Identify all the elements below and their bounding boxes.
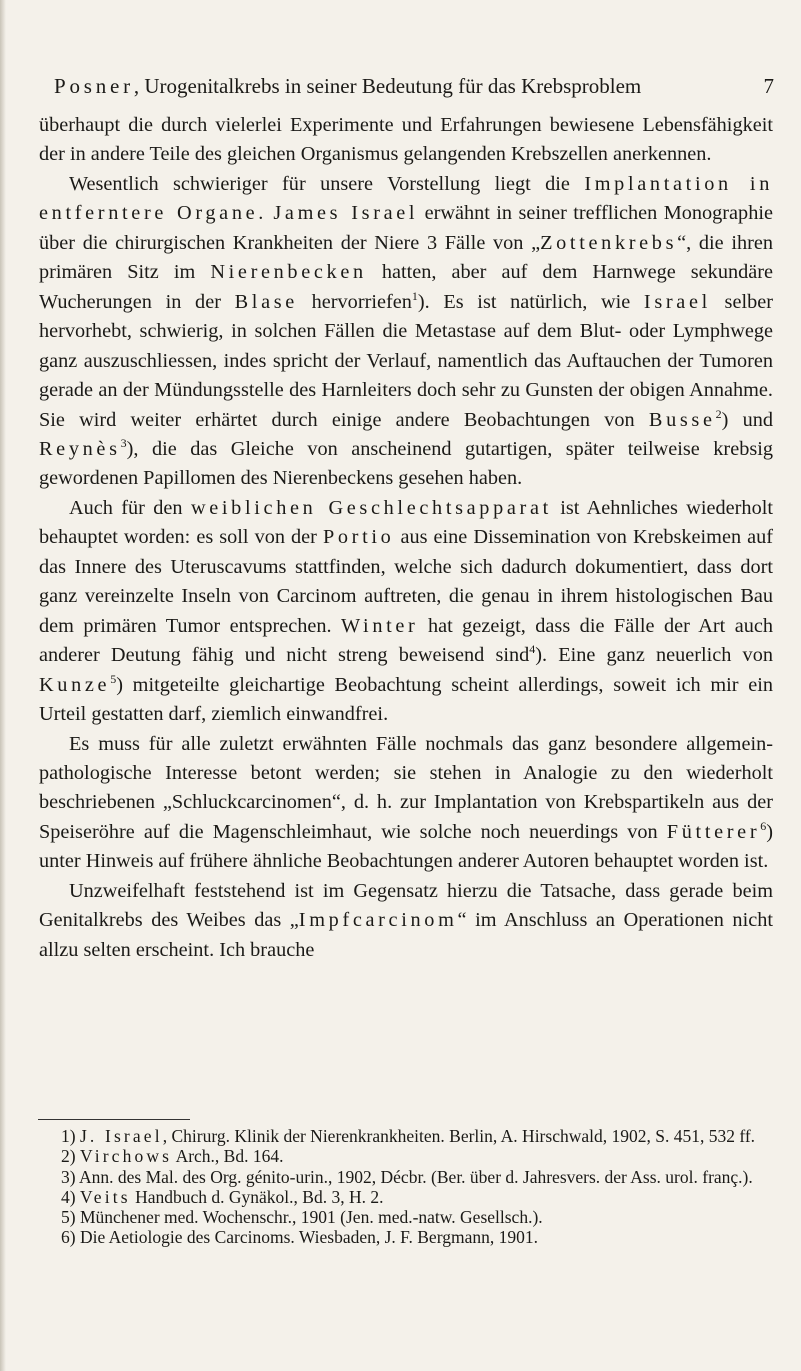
text-run: selber hervorhebt, schwierig, in solchen Fällen die Metastase auf dem Blut- oder Lymphwege ganz auszuschliessen, indes spricht der Verlauf, namentlich das Auftauchen der Tumoren gerade an der Mündungsstelle des Harnleiters doch sehr zu Gunsten der obigen Annahme. Sie wird weiter erhärtet durch einige andere Beobachtungen von: [39, 290, 773, 431]
footnote-5: [39, 1207, 773, 1227]
main-text: [39, 111, 773, 965]
footnote-text: Münchener med. Wochenschr., 1901 (Jen. med.-natw. Gesellsch.).: [79, 1207, 543, 1228]
text-run: hat gezeigt, dass die Fälle der Art auch anderer Deutung fähig und nicht streng beweisend sind: [39, 614, 773, 667]
text-run: aus eine Dissemination von Krebskeimen auf das Innere des Uteruscavums stattfinden, welche sich dadurch dokumentiert, dass dort ganz vereinzelte Inseln von Carcinom auftreten, die genau in ihrem histologischen Bau dem primären Tumor entsprechen.: [39, 526, 774, 637]
text-run: Wesentlich schwieriger für unsere Vorstellung liegt die: [69, 172, 585, 195]
text-run: “ im Anschluss an Operationen nicht allzu selten erscheint. Ich brauche: [39, 909, 773, 961]
emphasis-text: Zottenkrebs: [540, 231, 678, 254]
footnote-number: 5): [61, 1207, 80, 1228]
author-name: Israel: [643, 290, 711, 313]
text-run: ). Es ist natürlich, wie: [417, 290, 644, 313]
header-author: Posner: [54, 74, 134, 98]
text-run: Es muss für alle zuletzt erwähnten Fälle nochmals das ganz besondere allgemein-pathologische Interesse betont werden; sie stehen in Analogie zu den wiederholt beschriebenen „Schluckcarcinomen“, d. h. zur Implantation von Krebspartikeln aus der Speiseröhre auf die Magenschleimhaut, wie solche noch neuerdings von: [39, 732, 773, 843]
text-run: ) und: [721, 408, 774, 431]
header-title: [54, 74, 641, 99]
header-title-text: , Urogenitalkrebs in seiner Bedeutung für das Krebsproblem: [133, 74, 642, 98]
footnote-text: Handbuch d. Gynäkol., Bd. 3, H. 2.: [130, 1186, 384, 1207]
footnote-number: 4): [61, 1186, 80, 1207]
author-name: Reynès: [39, 437, 121, 460]
paragraph-5: [39, 877, 773, 965]
text-run: ist Aehnliches wiederholt behauptet worden: es soll von der: [39, 496, 773, 549]
footnote-author: Veits: [79, 1186, 131, 1207]
emphasis-text: Impfcarcinom: [298, 909, 458, 932]
text-run: “, die ihren primären Sitz im: [39, 231, 773, 284]
text-run: Auch für den: [69, 496, 191, 519]
footnote-text: , Chirurg. Klinik der Nierenkrankheiten. Berlin, A. Hirschwald, 1902, S. 451, 532 ff.: [162, 1126, 756, 1146]
author-name: Fütterer: [666, 820, 761, 843]
footnote-text: Arch., Bd. 164.: [172, 1146, 284, 1167]
footnote-number: 6): [61, 1227, 80, 1248]
footnote-6: [39, 1227, 773, 1247]
footnote-ref: 3: [120, 436, 127, 451]
footnote-ref: 1: [411, 288, 418, 303]
footnote-ref: 4: [529, 642, 536, 657]
paragraph-2: [39, 170, 773, 494]
footnote-number: 2): [61, 1146, 80, 1167]
author-name: Kunze: [39, 673, 111, 696]
footnote-number: 3): [61, 1166, 79, 1187]
footnote-3: [39, 1167, 773, 1187]
footnote-number: 1): [61, 1126, 80, 1146]
emphasis-text: weiblichen Geschlechtsapparat: [190, 496, 552, 519]
text-run: hervorriefen: [297, 290, 412, 313]
footnote-separator: [38, 1119, 190, 1120]
footnote-text: Die Aetiologie des Carcinoms. Wiesbaden, J. F. Bergmann, 1901.: [79, 1227, 538, 1248]
footnote-text: Ann. des Mal. des Org. génito-urin., 1902, Décbr. (Ber. über d. Jahresvers. der Ass. urol. franç.).: [79, 1166, 753, 1187]
footnote-ref: 2: [715, 406, 722, 421]
footnote-4: [39, 1187, 773, 1207]
emphasis-text: Implantation in entferntere Organe.: [39, 172, 773, 225]
text-run: hatten, aber auf dem Harnwege sekundäre Wucherungen in der: [39, 261, 773, 313]
paragraph-3: [39, 494, 773, 730]
footnote-ref: 6: [760, 819, 767, 834]
page-edge-shadow: [0, 0, 6, 1371]
paragraph-4: [39, 730, 773, 877]
author-name: Winter: [341, 614, 419, 637]
author-name: James Israel: [273, 202, 419, 225]
footnote-ref: 5: [110, 671, 117, 686]
footnote-author: J. Israel: [79, 1126, 163, 1146]
emphasis-text: Portio: [322, 526, 395, 549]
paragraph-1: überhaupt die durch vielerlei Experimente und Erfahrungen bewiesene Lebensfähigkeit der in andere Teile des gleichen Organismus gelangenden Krebszellen anerkennen.: [39, 114, 773, 166]
page-number: 7: [763, 74, 774, 98]
author-name: Busse: [648, 408, 716, 431]
text-run: ) unter Hinweis auf frühere ähnliche Beobachtungen anderer Autoren behauptet worden ist.: [39, 820, 773, 873]
footnotes: [39, 1126, 773, 1248]
running-header: [54, 74, 774, 104]
footnote-1: [39, 1126, 773, 1146]
text-run: ), die das Gleiche von anscheinend gutartigen, später teilweise krebsig gewordenen Papillomen des Nierenbeckens gesehen haben.: [39, 437, 773, 490]
text-run: ) mitgeteilte gleichartige Beobachtung scheint allerdings, soweit ich mir ein Urteil gestatten darf, ziemlich einwandfrei.: [39, 673, 773, 726]
text-run: erwähnt in seiner trefflichen Monographie über die chirurgischen Krankheiten der Niere 3 Fälle von „: [39, 202, 773, 254]
text-run: Unzweifelhaft feststehend ist im Gegensatz hierzu die Tatsache, dass gerade beim Genitalkrebs des Weibes das „: [39, 879, 773, 932]
footnote-author: Virchows: [79, 1146, 173, 1167]
emphasis-text: Nierenbecken: [210, 261, 367, 284]
text-run: ). Eine ganz neuerlich von: [535, 644, 773, 667]
footnote-2: [39, 1146, 773, 1166]
emphasis-text: Blase: [234, 290, 298, 313]
